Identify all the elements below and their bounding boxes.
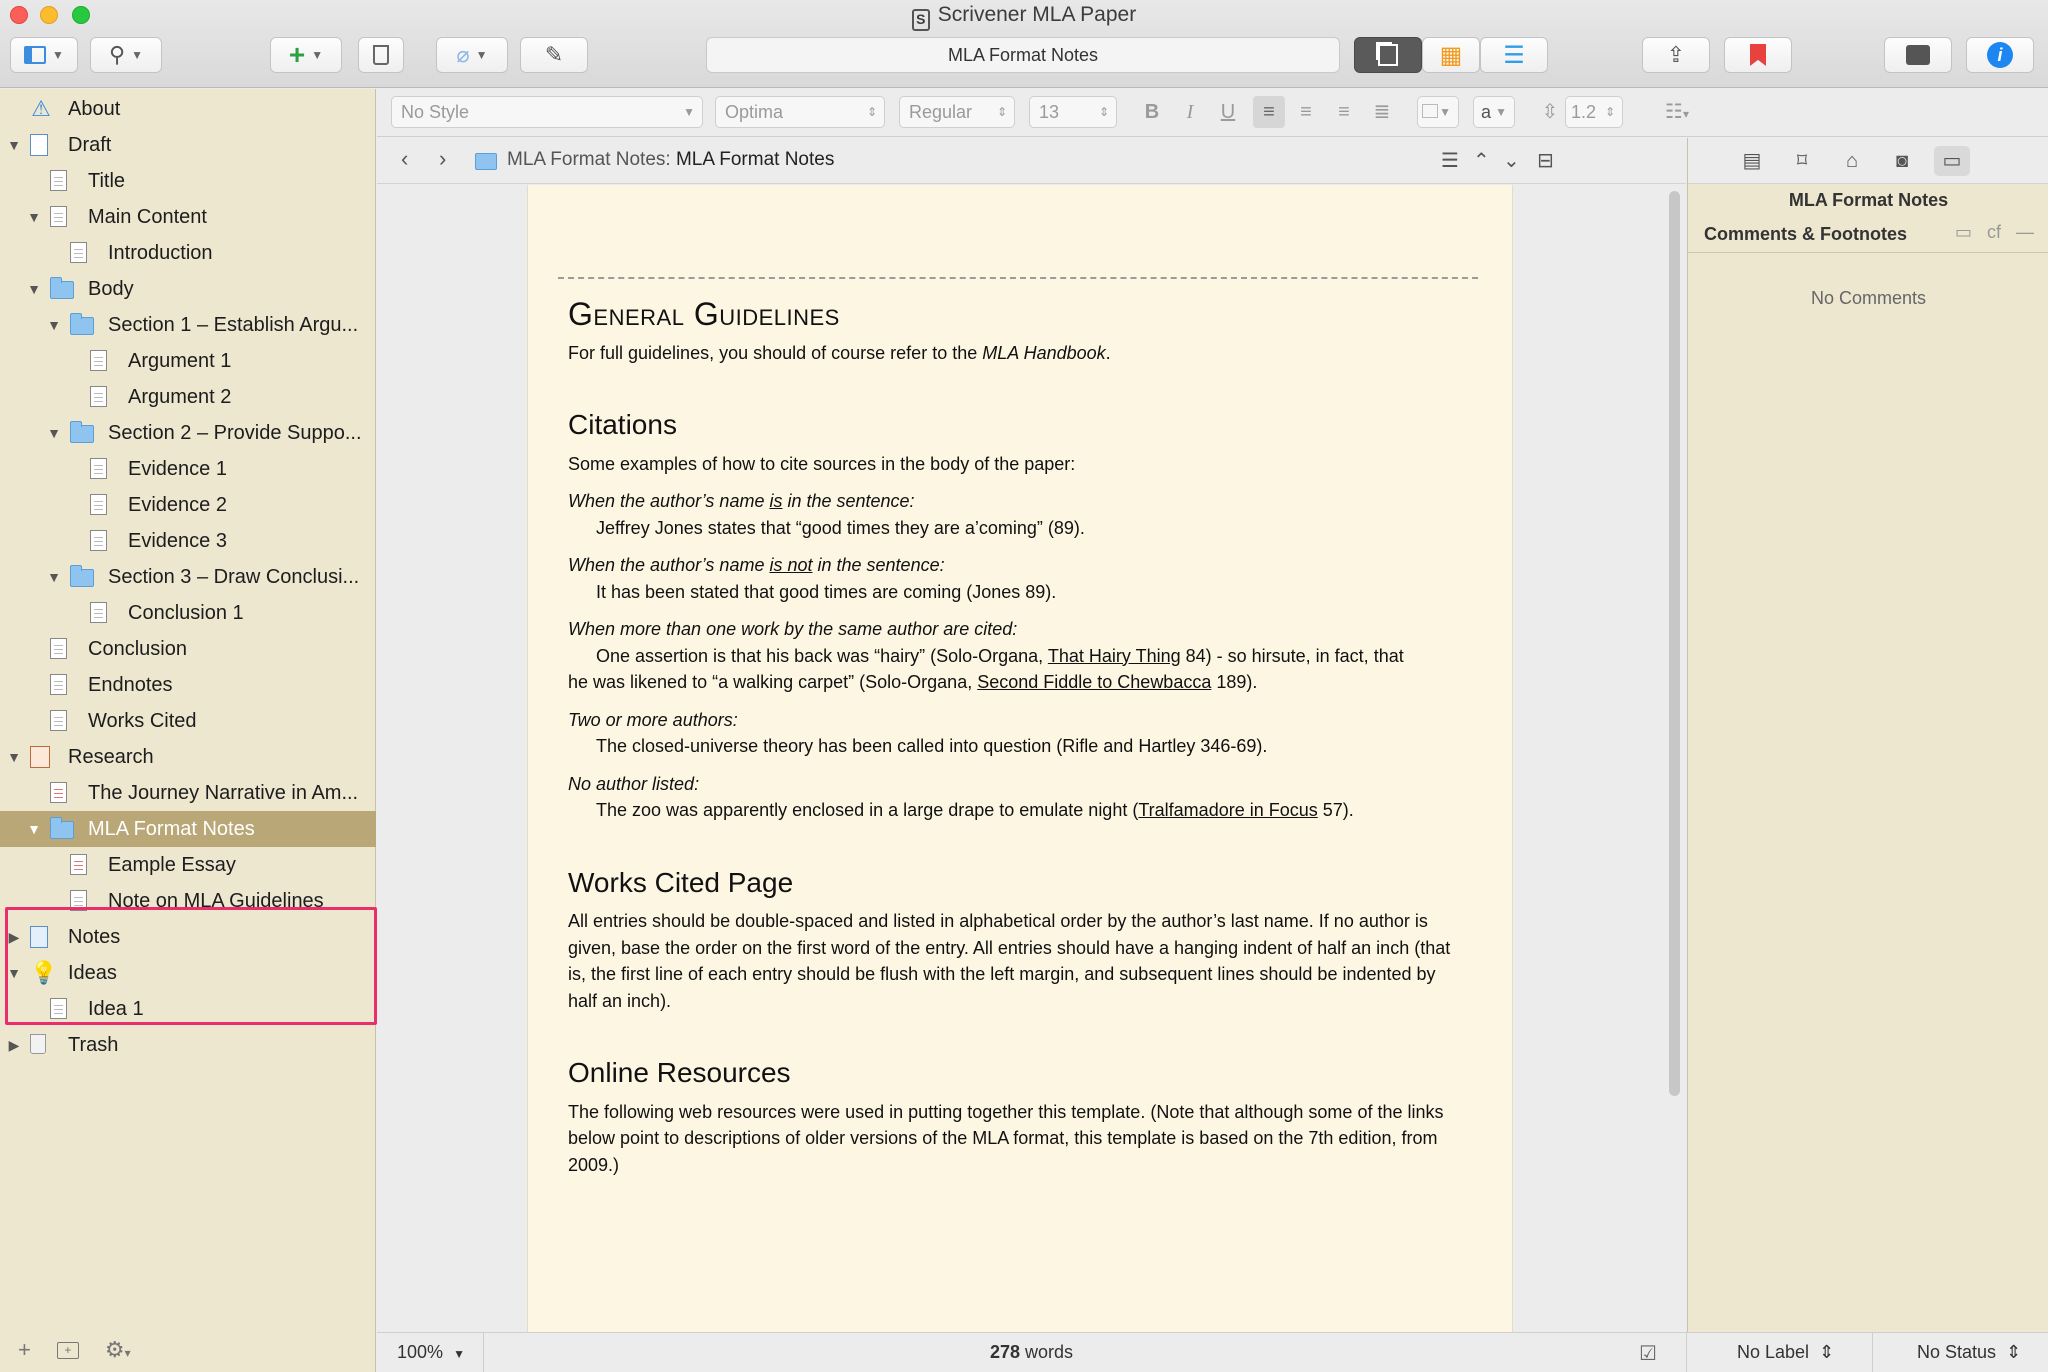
label-value: No Label bbox=[1737, 1342, 1810, 1362]
page-icon bbox=[50, 998, 67, 1019]
example-body-4: The closed-universe theory has been called into question (Rifle and Hartley 346-69). bbox=[596, 736, 1268, 756]
binder-item-label: Section 3 – Draw Conclusi... bbox=[108, 566, 360, 588]
metadata-tab-icon[interactable]: ▤ bbox=[1742, 150, 1762, 172]
binder-item-label: Section 1 – Establish Argu... bbox=[108, 314, 359, 336]
disclosure-closed-icon[interactable]: ▶ bbox=[8, 929, 20, 945]
bookmark-button[interactable] bbox=[1724, 37, 1792, 73]
text-run-italic: MLA Handbook bbox=[982, 342, 1106, 363]
comments-footnotes-header: Comments & Footnotes bbox=[1704, 224, 1908, 244]
trash-button[interactable] bbox=[358, 37, 404, 73]
page-icon bbox=[70, 890, 87, 911]
updown-chevron-icon: ⇕ bbox=[996, 105, 1007, 119]
binder-item[interactable] bbox=[0, 1027, 376, 1063]
paragraph-works-cited: All entries should be double-spaced and listed in alphabetical order by the author’s last name. If no author is given, base the order on the first word of the entry. All entries should have a hanging indent of half an inch (that is, the first line of each entry should be flush with the left margin, and subsequent lines should be indented by half an inch). bbox=[568, 911, 1451, 1011]
binder-item[interactable] bbox=[0, 199, 376, 235]
page-icon bbox=[90, 458, 107, 479]
page-stack-icon bbox=[50, 206, 67, 227]
format-bar bbox=[377, 89, 2048, 137]
font-family-select[interactable] bbox=[715, 96, 885, 128]
editor-header-bar bbox=[377, 138, 1686, 184]
chevron-down-icon: ▼ bbox=[453, 1347, 465, 1361]
status-divider bbox=[1872, 1333, 1873, 1372]
paragraph-style-value: No Style bbox=[401, 102, 470, 122]
font-size-value: 13 bbox=[1039, 102, 1060, 122]
text-color-swatch-icon bbox=[1422, 104, 1438, 118]
binder-item-label: Title bbox=[88, 170, 126, 192]
binder-item[interactable] bbox=[0, 919, 376, 955]
forward-arrow-icon[interactable]: › bbox=[439, 146, 447, 171]
line-spacing-value: 1.2 bbox=[1571, 102, 1597, 122]
breadcrumb[interactable] bbox=[507, 149, 834, 171]
paragraph-citations: Some examples of how to cite sources in the body of the paper: bbox=[568, 453, 1076, 474]
align-right-button[interactable] bbox=[1329, 96, 1359, 128]
binder-item[interactable] bbox=[0, 991, 376, 1027]
list-style-button[interactable]: ☷▾ bbox=[1665, 101, 1689, 123]
binder-item-label: Works Cited bbox=[88, 710, 197, 732]
binder-toggle-button[interactable] bbox=[10, 37, 78, 73]
label-select[interactable] bbox=[1737, 1342, 1834, 1363]
disclosure-open-icon[interactable]: ▼ bbox=[47, 569, 61, 585]
example-heading-5: No author listed: bbox=[568, 773, 700, 794]
example-heading-3: When more than one work by the same author are cited: bbox=[568, 619, 1018, 639]
binder-item-label: Draft bbox=[68, 134, 112, 156]
page-icon bbox=[50, 710, 67, 731]
updown-chevron-icon: ⇕ bbox=[1098, 105, 1109, 119]
binder-item-label: Argument 2 bbox=[128, 386, 232, 408]
italic-button[interactable]: I bbox=[1186, 101, 1194, 123]
binder-item-label: Body bbox=[88, 278, 134, 300]
binder-item[interactable] bbox=[0, 739, 376, 775]
page-icon bbox=[50, 638, 67, 659]
inspector-pane bbox=[1687, 138, 2048, 1332]
example-body-3 bbox=[568, 643, 1468, 670]
trash-icon bbox=[373, 45, 389, 65]
paragraph-style-select[interactable] bbox=[391, 96, 703, 128]
page-icon bbox=[90, 494, 107, 515]
binder-item-label: Section 2 – Provide Suppo... bbox=[108, 422, 362, 444]
share-button[interactable] bbox=[1642, 37, 1710, 73]
page-icon bbox=[90, 602, 107, 623]
tags-tab-icon[interactable]: ⌂ bbox=[1845, 150, 1859, 172]
scrivener-app-icon: S bbox=[912, 9, 930, 31]
binder-item[interactable] bbox=[0, 415, 376, 451]
binder-item[interactable] bbox=[0, 379, 376, 415]
binder-item[interactable] bbox=[0, 559, 376, 595]
page-icon bbox=[90, 350, 107, 371]
binder-item-label: Endnotes bbox=[88, 674, 173, 696]
folder-icon bbox=[70, 425, 94, 443]
binder-item[interactable] bbox=[0, 343, 376, 379]
draft-icon bbox=[30, 134, 48, 156]
heading-online-resources: Online Resources bbox=[568, 1057, 791, 1088]
text-run: . bbox=[1105, 342, 1111, 363]
binder-footer bbox=[0, 1328, 376, 1372]
text-run-underlined: That Hairy Thing bbox=[1047, 645, 1181, 666]
example-body-2: It has been stated that good times are coming (Jones 89). bbox=[596, 581, 1057, 602]
disclosure-open-icon[interactable]: ▼ bbox=[47, 425, 61, 441]
trash-icon bbox=[30, 1034, 46, 1054]
composition-mode-button[interactable] bbox=[1884, 37, 1952, 73]
editor-scrollbar[interactable] bbox=[1669, 191, 1680, 1096]
word-count-unit: words bbox=[1020, 1342, 1074, 1362]
word-count bbox=[377, 1342, 1686, 1363]
page-icon bbox=[50, 170, 67, 191]
window-title-text: Scrivener MLA Paper bbox=[937, 3, 1137, 26]
text-run-underlined: Tralfamadore in Focus bbox=[1138, 800, 1318, 820]
no-comments-placeholder: No Comments bbox=[1810, 288, 1927, 308]
composition-icon bbox=[1906, 45, 1930, 65]
research-icon bbox=[30, 746, 50, 768]
binder-item-label: Ideas bbox=[68, 962, 117, 984]
single-view-button[interactable] bbox=[1354, 37, 1422, 73]
line-spacing-icon: ⇳ bbox=[1541, 101, 1559, 123]
item-menu-icon[interactable]: ☰ bbox=[1441, 150, 1459, 172]
disclosure-open-icon[interactable]: ▼ bbox=[7, 749, 21, 765]
page-break-divider bbox=[558, 277, 1478, 279]
breadcrumb-parent: MLA Format Notes: bbox=[507, 149, 671, 170]
status-bar bbox=[377, 1332, 2048, 1372]
chevron-down-icon: ▼ bbox=[311, 48, 324, 62]
binder-item[interactable] bbox=[0, 451, 376, 487]
binder-item-label: Idea 1 bbox=[88, 998, 144, 1020]
lightbulb-icon: 💡 bbox=[30, 960, 58, 985]
delete-comment-icon[interactable]: — bbox=[2016, 222, 2034, 242]
warning-icon: ⚠ bbox=[31, 96, 51, 121]
outliner-button[interactable] bbox=[1480, 37, 1548, 73]
search-icon: ⚲ bbox=[108, 42, 126, 67]
binder-item[interactable] bbox=[0, 955, 376, 991]
text-run: When the author’s name bbox=[568, 555, 770, 575]
binder-item-label: Conclusion 1 bbox=[128, 602, 244, 624]
text-run: When the author’s name bbox=[568, 491, 770, 511]
text-run: 189). bbox=[1211, 672, 1258, 692]
window-toolbar bbox=[0, 0, 2048, 88]
highlight-glyph: a bbox=[1481, 102, 1492, 122]
binder-item[interactable] bbox=[0, 775, 376, 811]
zoom-value: 100% bbox=[397, 1342, 444, 1362]
chevron-down-icon: ▼ bbox=[683, 105, 695, 119]
font-family-value: Optima bbox=[725, 102, 784, 122]
chevron-down-icon: ▼ bbox=[131, 48, 143, 62]
binder-item[interactable] bbox=[0, 307, 376, 343]
disclosure-open-icon[interactable]: ▼ bbox=[27, 209, 41, 225]
add-icon: + bbox=[288, 39, 306, 70]
binder-item[interactable] bbox=[0, 883, 376, 919]
document-title-field[interactable]: MLA Format Notes bbox=[706, 37, 1340, 73]
align-center-button[interactable] bbox=[1291, 96, 1321, 128]
add-comment-icon[interactable]: ▭ bbox=[1954, 222, 1972, 242]
compose-button[interactable] bbox=[520, 37, 588, 73]
word-count-number: 278 bbox=[989, 1342, 1021, 1362]
add-folder-icon[interactable]: + bbox=[57, 1342, 79, 1359]
text-run-underlined: is bbox=[769, 491, 783, 511]
folder-icon bbox=[50, 821, 74, 839]
binder-toggle-icon bbox=[24, 46, 46, 64]
disclosure-open-icon[interactable]: ▼ bbox=[27, 821, 41, 837]
binder-item[interactable] bbox=[0, 595, 376, 631]
align-center-icon: ≡ bbox=[1300, 101, 1312, 123]
next-item-icon[interactable]: ⌄ bbox=[1503, 150, 1520, 172]
split-editor-icon[interactable]: ⊟ bbox=[1537, 150, 1554, 172]
disclosure-closed-icon[interactable]: ▶ bbox=[8, 1037, 20, 1053]
binder-item-label: Conclusion bbox=[88, 638, 187, 660]
text-run: 57). bbox=[1317, 800, 1354, 820]
justify-button[interactable] bbox=[1367, 96, 1397, 128]
inspector-title: MLA Format Notes bbox=[1788, 190, 1949, 210]
comments-controls bbox=[1955, 222, 2034, 243]
binder-item[interactable] bbox=[0, 271, 376, 307]
snapshots-tab-icon[interactable]: ◙ bbox=[1895, 150, 1909, 172]
folder-icon bbox=[475, 153, 497, 170]
heading-works-cited: Works Cited Page bbox=[568, 866, 794, 898]
search-button[interactable] bbox=[90, 37, 162, 73]
editor-pane bbox=[377, 185, 1686, 1332]
example-body-1: Jeffrey Jones states that “good times they are a’coming” (89). bbox=[596, 517, 1085, 538]
status-divider bbox=[1686, 1333, 1687, 1372]
paragraph-general bbox=[568, 340, 1468, 367]
binder-item-label: Notes bbox=[68, 926, 121, 948]
font-weight-select[interactable] bbox=[899, 96, 1015, 128]
chevron-down-icon: ▼ bbox=[1439, 105, 1451, 119]
compose-icon: ✎ bbox=[544, 42, 564, 67]
binder-item[interactable] bbox=[0, 487, 376, 523]
text-run: he was likened to “a walking carpet” (Solo-Organa, bbox=[568, 672, 978, 692]
binder-item-label: Evidence 2 bbox=[128, 494, 227, 516]
font-weight-value: Regular bbox=[909, 102, 973, 122]
binder-item-label: Main Content bbox=[88, 206, 207, 228]
bookmark-icon bbox=[1750, 44, 1766, 66]
chevron-down-icon: ▼ bbox=[475, 48, 488, 62]
highlight-color-select[interactable] bbox=[1473, 96, 1515, 128]
align-right-icon: ≡ bbox=[1338, 101, 1350, 123]
binder-item[interactable] bbox=[0, 631, 376, 667]
binder-item[interactable] bbox=[0, 667, 376, 703]
binder-item-label: MLA Format Notes bbox=[88, 818, 255, 840]
underline-button[interactable]: U bbox=[1220, 101, 1236, 123]
bullet-list-icon: ☷ bbox=[1665, 101, 1683, 123]
pdf-page-icon bbox=[50, 782, 67, 803]
align-left-button[interactable] bbox=[1253, 96, 1285, 128]
binder-item-label: Trash bbox=[68, 1034, 119, 1056]
disclosure-open-icon[interactable]: ▼ bbox=[27, 281, 41, 297]
back-arrow-icon[interactable]: ‹ bbox=[401, 146, 409, 171]
updown-chevron-icon: ⇕ bbox=[1604, 105, 1615, 119]
window-title bbox=[0, 3, 2048, 31]
single-view-icon bbox=[1378, 44, 1398, 66]
font-size-select[interactable] bbox=[1029, 96, 1117, 128]
binder-item[interactable] bbox=[0, 91, 376, 127]
updown-chevron-icon: ⇕ bbox=[866, 105, 877, 119]
binder-item[interactable] bbox=[0, 523, 376, 559]
example-heading-1 bbox=[568, 488, 1468, 515]
line-spacing-select[interactable] bbox=[1565, 96, 1623, 128]
corkboard-icon: ▦ bbox=[1439, 41, 1463, 69]
text-run-underlined: Second Fiddle to Chewbacca bbox=[977, 672, 1212, 692]
binder-item-label: Note on MLA Guidelines bbox=[108, 890, 324, 912]
disclosure-open-icon[interactable]: ▼ bbox=[7, 137, 21, 153]
breadcrumb-current: MLA Format Notes bbox=[675, 149, 835, 170]
example-heading-4: Two or more authors: bbox=[568, 709, 738, 730]
inspector-tabs bbox=[1688, 138, 2048, 184]
binder-item-label: About bbox=[68, 98, 121, 120]
inspector-button[interactable] bbox=[1966, 37, 2034, 73]
folder-icon bbox=[70, 569, 94, 587]
inspector-divider bbox=[1688, 252, 2048, 253]
binder-item-label: Argument 1 bbox=[128, 350, 232, 372]
corkboard-button[interactable] bbox=[1422, 37, 1480, 73]
updown-chevron-icon: ⇕ bbox=[2006, 1342, 2022, 1362]
disclosure-open-icon[interactable]: ▼ bbox=[47, 317, 61, 333]
gear-icon[interactable]: ⚙▾ bbox=[104, 1337, 131, 1362]
binder-item-label: Evidence 1 bbox=[128, 458, 227, 480]
justify-icon: ≣ bbox=[1373, 101, 1391, 123]
page-icon bbox=[50, 674, 67, 695]
binder-item-label: Evidence 3 bbox=[128, 530, 227, 552]
document-page[interactable] bbox=[527, 185, 1513, 1332]
binder-item[interactable] bbox=[0, 127, 376, 163]
example-heading-2 bbox=[568, 552, 1468, 579]
bookmarks-tab-icon[interactable]: ⌑ bbox=[1796, 150, 1808, 172]
page-icon bbox=[90, 386, 107, 407]
chevron-down-icon: ▼ bbox=[52, 48, 64, 62]
document-text[interactable] bbox=[568, 296, 1468, 1189]
status-value: No Status bbox=[1917, 1342, 1997, 1362]
text-run-underlined: is not bbox=[769, 555, 813, 575]
text-run: in the sentence: bbox=[812, 555, 945, 575]
folder-icon bbox=[70, 317, 94, 335]
target-icon[interactable]: ☑ bbox=[1639, 1343, 1657, 1365]
text-run: 84) - so hirsute, in fact, that bbox=[1180, 645, 1404, 666]
binder-item[interactable] bbox=[0, 847, 376, 883]
binder-item[interactable] bbox=[0, 235, 376, 271]
chevron-down-icon: ▼ bbox=[1495, 105, 1507, 119]
status-select[interactable] bbox=[1917, 1342, 2021, 1363]
binder-item-label: The Journey Narrative in Am... bbox=[88, 782, 359, 804]
link-icon: ⌀ bbox=[456, 42, 470, 67]
add-footnote-button[interactable]: cf bbox=[1986, 222, 2001, 242]
example-body-3-continued bbox=[568, 669, 1468, 696]
binder-item-label: Research bbox=[68, 746, 154, 768]
heading-general-guidelines: General Guidelines bbox=[568, 296, 840, 332]
page-icon bbox=[90, 530, 107, 551]
add-button[interactable] bbox=[270, 37, 342, 73]
text-run: The zoo was apparently enclosed in a large drape to emulate night ( bbox=[596, 800, 1139, 820]
heading-citations: Citations bbox=[568, 409, 677, 440]
page-icon bbox=[70, 242, 87, 263]
pdf-page-icon bbox=[70, 854, 87, 875]
previous-item-icon[interactable]: ⌃ bbox=[1473, 150, 1490, 172]
link-button[interactable] bbox=[436, 37, 508, 73]
binder-item[interactable] bbox=[0, 703, 376, 739]
example-body-5 bbox=[568, 797, 1468, 824]
add-item-icon[interactable]: + bbox=[18, 1337, 31, 1362]
comments-tab-icon[interactable]: ▭ bbox=[1934, 146, 1970, 176]
text-run: in the sentence: bbox=[782, 491, 915, 511]
disclosure-open-icon[interactable]: ▼ bbox=[7, 965, 21, 981]
text-run: For full guidelines, you should of course refer to the bbox=[568, 342, 983, 363]
align-left-icon: ≡ bbox=[1263, 101, 1275, 123]
bold-button[interactable]: B bbox=[1144, 101, 1160, 123]
binder-item[interactable] bbox=[0, 811, 376, 847]
info-icon: i bbox=[1987, 42, 2013, 68]
paragraph-online-resources: The following web resources were used in putting together this template. (Note that although some of the links below point to descriptions of older versions of the MLA format, this template is based on the 7th edition, from 2009.) bbox=[568, 1101, 1444, 1175]
binder-item[interactable] bbox=[0, 163, 376, 199]
binder-item-label: Eample Essay bbox=[108, 854, 236, 876]
text-color-select[interactable] bbox=[1417, 96, 1459, 128]
notes-icon bbox=[30, 926, 48, 948]
outliner-icon: ☰ bbox=[1503, 41, 1525, 69]
binder-sidebar bbox=[0, 89, 376, 1372]
binder-item-label: Introduction bbox=[108, 242, 213, 264]
updown-chevron-icon: ⇕ bbox=[1819, 1342, 1835, 1362]
text-run: One assertion is that his back was “hairy” (Solo-Organa, bbox=[596, 645, 1048, 666]
folder-icon bbox=[50, 281, 74, 299]
share-icon: ⇪ bbox=[1666, 42, 1686, 67]
